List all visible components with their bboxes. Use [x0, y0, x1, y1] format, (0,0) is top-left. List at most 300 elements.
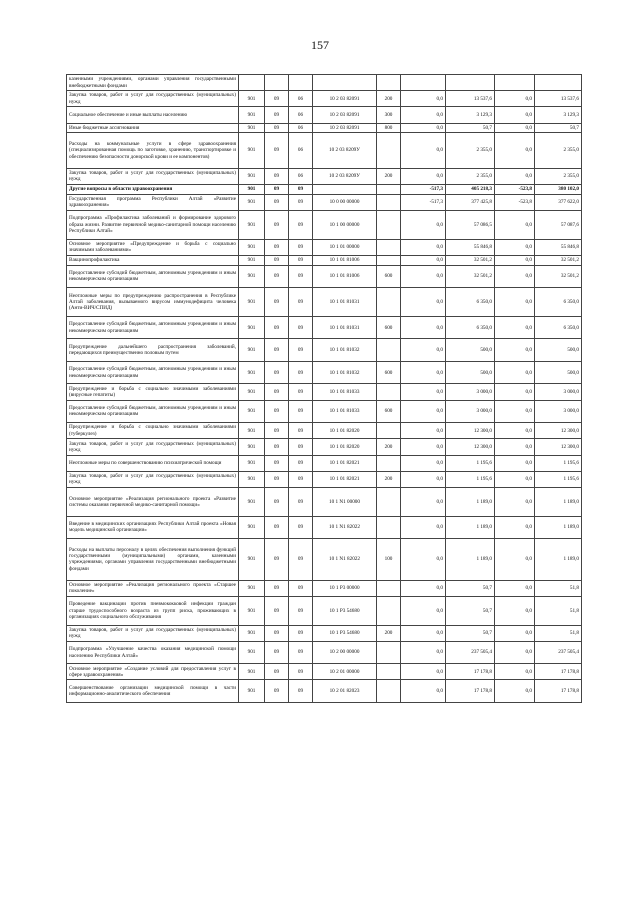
cell-ministry-code: 901 [239, 107, 265, 123]
cell-section-code: 09 [265, 168, 289, 184]
cell-target-article: 10 1 01 82021 [313, 471, 377, 487]
cell-subsection-code: 09 [289, 423, 313, 439]
cell-amount-total: 3 000,0 [446, 400, 495, 423]
cell-amount-total-2: 1 189,0 [535, 487, 582, 516]
cell-expense-type [377, 133, 401, 168]
table-row [67, 107, 582, 123]
cell-amount-total-2: 12 300,0 [535, 439, 582, 455]
cell-amount-total: 405 218,3 [446, 184, 495, 194]
cell-section-code: 09 [265, 471, 289, 487]
cell-amount-change-2: 0,0 [495, 680, 535, 703]
cell-target-article: 10 1 01 82021 [313, 455, 377, 471]
cell-name: Вакцинопрофилактика [67, 255, 239, 265]
cell-target-article: 10 1 01 81032 [313, 339, 377, 362]
cell-expense-type [377, 455, 401, 471]
cell-amount-change-2: 0,0 [495, 539, 535, 580]
cell-target-article [313, 184, 377, 194]
cell-section-code: 09 [265, 288, 289, 317]
cell-subsection-code: 09 [289, 339, 313, 362]
table-row [67, 339, 582, 362]
cell-amount-change-2: 0,0 [495, 641, 535, 664]
cell-amount-total: 6 350,0 [446, 316, 495, 339]
cell-ministry-code: 901 [239, 316, 265, 339]
cell-amount-change-2: 0,0 [495, 265, 535, 288]
table-row [67, 255, 582, 265]
cell-amount-change-2: 0,0 [495, 107, 535, 123]
cell-ministry-code: 901 [239, 455, 265, 471]
cell-ministry-code: 901 [239, 625, 265, 641]
cell-amount-change: 0,0 [401, 91, 446, 107]
cell-amount-change: 0,0 [401, 107, 446, 123]
cell-name: Проведение вакцинации против пневмококковой инфекции граждан старше трудоспособного возраста из групп риска, проживающих в организациях социального обслуживания [67, 596, 239, 625]
table-row [67, 123, 582, 133]
cell-target-article: 10 2 01 00000 [313, 664, 377, 680]
cell-expense-type [377, 288, 401, 317]
table-row [67, 91, 582, 107]
cell-name: Расходы на коммунальные услуги в сфере здравоохранения (специализированная помощь по заготовке, хранению, транспортировке и обеспечению безопасности донорской крови и ее компонентов) [67, 133, 239, 168]
cell-ministry-code: 901 [239, 91, 265, 107]
cell-amount-total: 17 178,8 [446, 664, 495, 680]
cell-section-code: 09 [265, 123, 289, 133]
cell-subsection-code: 09 [289, 516, 313, 539]
cell-target-article: 10 2 03 8209У [313, 133, 377, 168]
cell-amount-change-2: 0,0 [495, 439, 535, 455]
cell-amount-change: 0,0 [401, 133, 446, 168]
cell-name: Государственная программа Республики Алтай «Развитие здравоохранения» [67, 194, 239, 210]
cell-amount-total-2: 3 000,0 [535, 400, 582, 423]
cell-amount-total-2: 3 129,3 [535, 107, 582, 123]
cell-section-code: 09 [265, 194, 289, 210]
cell-expense-type [377, 516, 401, 539]
cell-expense-type [377, 641, 401, 664]
cell-amount-change-2: 0,0 [495, 239, 535, 255]
cell-amount-change-2: 0,0 [495, 339, 535, 362]
cell-expense-type [377, 339, 401, 362]
cell-target-article: 10 2 01 82023 [313, 680, 377, 703]
cell-section-code: 09 [265, 580, 289, 596]
cell-name: Закупка товаров, работ и услуг для государственных (муниципальных) нужд [67, 168, 239, 184]
cell-amount-change: 0,0 [401, 288, 446, 317]
table-row [67, 487, 582, 516]
table-row [67, 194, 582, 210]
cell-amount-total: 6 350,0 [446, 288, 495, 317]
cell-name: Основное мероприятие «Предупреждение и борьба с социально значимыми заболеваниями» [67, 239, 239, 255]
cell-amount-total: 55 846,8 [446, 239, 495, 255]
cell-expense-type [377, 423, 401, 439]
cell-amount-change-2: 0,0 [495, 384, 535, 400]
cell-target-article: 10 1 01 00000 [313, 239, 377, 255]
cell-amount-change: 0,0 [401, 471, 446, 487]
cell-section-code: 09 [265, 107, 289, 123]
cell-section-code: 09 [265, 239, 289, 255]
cell-section-code: 09 [265, 664, 289, 680]
cell-subsection-code: 09 [289, 384, 313, 400]
cell-amount-total-2: 237 505,4 [535, 641, 582, 664]
cell-name: казенными учреждениями, органами управления государственными внебюджетными фондами [67, 75, 239, 91]
cell-amount-total: 57 086,5 [446, 210, 495, 239]
cell-name: Введение в медицинских организациях Республики Алтай проекта «Новая модель медицинской организации» [67, 516, 239, 539]
cell-amount-change: 0,0 [401, 423, 446, 439]
cell-expense-type: 200 [377, 439, 401, 455]
cell-amount-change: 0,0 [401, 539, 446, 580]
cell-amount-change: 0,0 [401, 625, 446, 641]
cell-section-code: 09 [265, 316, 289, 339]
cell-ministry-code: 901 [239, 239, 265, 255]
cell-section-code: 09 [265, 255, 289, 265]
cell-amount-total-2: 377 622,0 [535, 194, 582, 210]
cell-ministry-code: 901 [239, 133, 265, 168]
cell-ministry-code [239, 75, 265, 91]
cell-amount-total: 1 189,0 [446, 539, 495, 580]
cell-expense-type [377, 255, 401, 265]
cell-amount-change-2: 0,0 [495, 133, 535, 168]
cell-expense-type [377, 664, 401, 680]
cell-section-code: 09 [265, 339, 289, 362]
cell-target-article: 10 1 N1 82022 [313, 516, 377, 539]
cell-target-article: 10 1 P3 00000 [313, 580, 377, 596]
cell-subsection-code: 09 [289, 184, 313, 194]
cell-amount-total-2 [535, 75, 582, 91]
cell-name: Предупреждение дальнейшего распространения заболеваний, передающихся преимущественно половым путем [67, 339, 239, 362]
cell-subsection-code [289, 75, 313, 91]
cell-name: Подпрограмма «Улучшение качества оказания медицинской помощи населению Республики Алтай» [67, 641, 239, 664]
cell-amount-change: 0,0 [401, 400, 446, 423]
cell-amount-change: 0,0 [401, 210, 446, 239]
cell-amount-total: 50,7 [446, 596, 495, 625]
cell-target-article: 10 1 P3 54680 [313, 596, 377, 625]
cell-target-article [313, 75, 377, 91]
cell-name: Предоставление субсидий бюджетным, автономным учреждениям и иным некоммерческим организациям [67, 361, 239, 384]
cell-ministry-code: 901 [239, 516, 265, 539]
cell-name: Закупка товаров, работ и услуг для государственных (муниципальных) нужд [67, 439, 239, 455]
table-row [67, 664, 582, 680]
cell-expense-type: 600 [377, 316, 401, 339]
cell-name: Закупка товаров, работ и услуг для государственных (муниципальных) нужд [67, 91, 239, 107]
cell-expense-type [377, 596, 401, 625]
cell-target-article: 10 1 01 81031 [313, 288, 377, 317]
cell-name: Иные бюджетные ассигнования [67, 123, 239, 133]
cell-subsection-code: 09 [289, 194, 313, 210]
cell-target-article: 10 1 01 81031 [313, 316, 377, 339]
cell-amount-change: 0,0 [401, 384, 446, 400]
cell-amount-change-2 [495, 75, 535, 91]
cell-amount-change-2: 0,0 [495, 487, 535, 516]
cell-amount-change-2: 0,0 [495, 625, 535, 641]
cell-expense-type [377, 580, 401, 596]
cell-section-code: 09 [265, 439, 289, 455]
cell-section-code: 09 [265, 455, 289, 471]
cell-amount-total: 1 189,0 [446, 516, 495, 539]
cell-ministry-code: 901 [239, 641, 265, 664]
cell-ministry-code: 901 [239, 439, 265, 455]
cell-amount-change: 0,0 [401, 255, 446, 265]
cell-amount-change: 0,0 [401, 487, 446, 516]
cell-section-code: 09 [265, 400, 289, 423]
table-row [67, 133, 582, 168]
cell-amount-total: 3 000,0 [446, 384, 495, 400]
cell-amount-total: 1 195,6 [446, 455, 495, 471]
table-row [67, 423, 582, 439]
cell-amount-change-2: 0,0 [495, 210, 535, 239]
cell-section-code: 09 [265, 91, 289, 107]
cell-subsection-code: 09 [289, 455, 313, 471]
cell-ministry-code: 901 [239, 123, 265, 133]
cell-name: Предоставление субсидий бюджетным, автономным учреждениям и иным некоммерческим организациям [67, 400, 239, 423]
cell-target-article: 10 2 03 82091 [313, 107, 377, 123]
table-row [67, 184, 582, 194]
cell-section-code: 09 [265, 361, 289, 384]
cell-ministry-code: 901 [239, 487, 265, 516]
cell-amount-total: 3 129,3 [446, 107, 495, 123]
cell-ministry-code: 901 [239, 361, 265, 384]
cell-ministry-code: 901 [239, 664, 265, 680]
cell-ministry-code: 901 [239, 184, 265, 194]
cell-name: Предупреждение и борьба с социально значимыми заболеваниями (вирусные гепатиты) [67, 384, 239, 400]
cell-amount-change: 0,0 [401, 680, 446, 703]
cell-section-code: 09 [265, 423, 289, 439]
cell-amount-total-2: 2 355,0 [535, 133, 582, 168]
cell-subsection-code: 06 [289, 91, 313, 107]
cell-name: Предоставление субсидий бюджетным, автономным учреждениям и иным некоммерческим организациям [67, 265, 239, 288]
cell-amount-total-2: 50,7 [535, 123, 582, 133]
cell-amount-total-2: 51,8 [535, 580, 582, 596]
cell-target-article: 10 1 N1 00000 [313, 487, 377, 516]
cell-subsection-code: 09 [289, 400, 313, 423]
cell-subsection-code: 09 [289, 239, 313, 255]
cell-expense-type: 600 [377, 361, 401, 384]
cell-amount-change: -517,3 [401, 184, 446, 194]
cell-amount-total-2: 51,8 [535, 596, 582, 625]
cell-amount-change-2: 0,0 [495, 361, 535, 384]
cell-amount-total-2: 51,8 [535, 625, 582, 641]
table-body [67, 75, 582, 703]
cell-amount-total-2: 57 087,6 [535, 210, 582, 239]
cell-subsection-code: 09 [289, 361, 313, 384]
cell-subsection-code: 09 [289, 641, 313, 664]
cell-amount-change: 0,0 [401, 455, 446, 471]
cell-ministry-code: 901 [239, 580, 265, 596]
cell-amount-change: 0,0 [401, 316, 446, 339]
cell-amount-change: 0,0 [401, 265, 446, 288]
cell-subsection-code: 09 [289, 255, 313, 265]
cell-name: Расходы на выплаты персоналу в целях обеспечения выполнения функций государственными (муниципальными) органами, казенными учреждениями, органами управления государственными внебюджетными фондами [67, 539, 239, 580]
cell-expense-type: 800 [377, 123, 401, 133]
cell-amount-change-2: 0,0 [495, 471, 535, 487]
table-row [67, 516, 582, 539]
cell-subsection-code: 09 [289, 471, 313, 487]
cell-amount-change: 0,0 [401, 596, 446, 625]
cell-amount-total: 500,0 [446, 339, 495, 362]
cell-amount-total-2: 13 537,6 [535, 91, 582, 107]
cell-ministry-code: 901 [239, 288, 265, 317]
table-row [67, 75, 582, 91]
cell-amount-total [446, 75, 495, 91]
cell-name: Социальное обеспечение и иные выплаты населению [67, 107, 239, 123]
table-row [67, 400, 582, 423]
cell-name: Закупка товаров, работ и услуг для государственных (муниципальных) нужд [67, 471, 239, 487]
cell-amount-change-2: 0,0 [495, 516, 535, 539]
cell-amount-change: 0,0 [401, 168, 446, 184]
cell-amount-total: 17 178,8 [446, 680, 495, 703]
cell-target-article: 10 1 N1 82022 [313, 539, 377, 580]
cell-expense-type [377, 75, 401, 91]
cell-target-article: 10 1 01 82020 [313, 439, 377, 455]
cell-expense-type [377, 184, 401, 194]
cell-amount-total-2: 500,0 [535, 361, 582, 384]
cell-subsection-code: 09 [289, 539, 313, 580]
cell-section-code: 09 [265, 487, 289, 516]
cell-ministry-code: 901 [239, 194, 265, 210]
cell-ministry-code: 901 [239, 384, 265, 400]
cell-name: Неотложные меры по совершенствованию психиатрической помощи [67, 455, 239, 471]
table-row [67, 539, 582, 580]
cell-target-article: 10 1 00 00000 [313, 210, 377, 239]
cell-amount-change-2: 0,0 [495, 288, 535, 317]
cell-target-article: 10 1 01 81033 [313, 384, 377, 400]
cell-amount-change-2: 0,0 [495, 423, 535, 439]
cell-amount-change: 0,0 [401, 664, 446, 680]
cell-amount-total-2: 1 195,6 [535, 471, 582, 487]
cell-amount-change: 0,0 [401, 239, 446, 255]
page-number: 157 [311, 38, 329, 52]
table-row [67, 471, 582, 487]
cell-ministry-code: 901 [239, 210, 265, 239]
cell-amount-total-2: 1 189,0 [535, 539, 582, 580]
cell-amount-total-2: 17 178,8 [535, 664, 582, 680]
cell-amount-total: 12 300,0 [446, 423, 495, 439]
cell-name: Неотложные меры по предупреждению распространения в Республике Алтай заболевания, вызываемого вирусом иммунодефицита человека (Анти-ВИЧ/СПИД) [67, 288, 239, 317]
cell-target-article: 10 2 03 82091 [313, 91, 377, 107]
cell-expense-type [377, 487, 401, 516]
cell-amount-total-2: 12 300,0 [535, 423, 582, 439]
cell-ministry-code: 901 [239, 168, 265, 184]
cell-section-code: 09 [265, 680, 289, 703]
cell-amount-total: 12 300,0 [446, 439, 495, 455]
cell-section-code: 09 [265, 133, 289, 168]
budget-table [66, 74, 582, 703]
cell-section-code: 09 [265, 539, 289, 580]
cell-amount-total-2: 500,0 [535, 339, 582, 362]
cell-name: Другие вопросы в области здравоохранения [67, 184, 239, 194]
cell-subsection-code: 09 [289, 596, 313, 625]
table-row [67, 580, 582, 596]
cell-target-article: 10 1 01 81033 [313, 400, 377, 423]
cell-amount-change: 0,0 [401, 339, 446, 362]
cell-subsection-code: 09 [289, 265, 313, 288]
cell-amount-change-2: 0,0 [495, 316, 535, 339]
cell-subsection-code: 06 [289, 107, 313, 123]
cell-expense-type: 200 [377, 168, 401, 184]
cell-ministry-code: 901 [239, 680, 265, 703]
cell-amount-total: 2 355,0 [446, 168, 495, 184]
cell-amount-change: 0,0 [401, 516, 446, 539]
cell-amount-total: 1 195,6 [446, 471, 495, 487]
cell-subsection-code: 09 [289, 288, 313, 317]
cell-amount-change: 0,0 [401, 123, 446, 133]
cell-ministry-code: 901 [239, 339, 265, 362]
cell-amount-total: 2 355,0 [446, 133, 495, 168]
cell-amount-total-2: 55 846,8 [535, 239, 582, 255]
table-row [67, 641, 582, 664]
cell-expense-type [377, 239, 401, 255]
cell-name: Предупреждение и борьба с социально значимыми заболеваниями (туберкулез) [67, 423, 239, 439]
cell-amount-change-2: 0,0 [495, 91, 535, 107]
cell-amount-change-2: 0,0 [495, 455, 535, 471]
cell-name: Основное мероприятие «Реализация регионального проекта «Старшее поколение» [67, 580, 239, 596]
cell-expense-type [377, 384, 401, 400]
table-row [67, 239, 582, 255]
cell-ministry-code: 901 [239, 265, 265, 288]
cell-target-article: 10 2 00 00000 [313, 641, 377, 664]
cell-section-code: 09 [265, 625, 289, 641]
cell-amount-total-2: 17 178,8 [535, 680, 582, 703]
cell-section-code: 09 [265, 641, 289, 664]
cell-amount-total-2: 1 189,0 [535, 516, 582, 539]
table-row [67, 361, 582, 384]
cell-amount-change: 0,0 [401, 641, 446, 664]
cell-amount-change: -517,3 [401, 194, 446, 210]
cell-expense-type [377, 210, 401, 239]
cell-amount-change-2: 0,0 [495, 255, 535, 265]
cell-subsection-code: 09 [289, 316, 313, 339]
cell-amount-change-2: 0,0 [495, 664, 535, 680]
cell-amount-total: 500,0 [446, 361, 495, 384]
cell-amount-total-2: 3 000,0 [535, 384, 582, 400]
cell-amount-change-2: 0,0 [495, 123, 535, 133]
cell-ministry-code: 901 [239, 423, 265, 439]
cell-amount-change: 0,0 [401, 439, 446, 455]
cell-subsection-code: 06 [289, 133, 313, 168]
cell-ministry-code: 901 [239, 539, 265, 580]
cell-amount-total-2: 32 501,2 [535, 255, 582, 265]
cell-name: Совершенствование организации медицинской помощи в части информационно-аналитического обеспечения [67, 680, 239, 703]
cell-amount-total: 13 537,6 [446, 91, 495, 107]
cell-name: Основное мероприятие «Реализация регионального проекта «Развитие системы оказания первичной медико-санитарной помощи» [67, 487, 239, 516]
cell-amount-change [401, 75, 446, 91]
table-row [67, 210, 582, 239]
cell-amount-total: 1 189,0 [446, 487, 495, 516]
cell-ministry-code: 901 [239, 255, 265, 265]
cell-amount-total: 50,7 [446, 123, 495, 133]
cell-amount-change-2: 0,0 [495, 168, 535, 184]
cell-section-code: 09 [265, 265, 289, 288]
cell-name: Закупка товаров, работ и услуг для государственных (муниципальных) нужд [67, 625, 239, 641]
cell-amount-total-2: 2 355,0 [535, 168, 582, 184]
cell-ministry-code: 901 [239, 596, 265, 625]
cell-subsection-code: 09 [289, 487, 313, 516]
cell-target-article: 10 2 03 8209У [313, 168, 377, 184]
cell-target-article: 10 1 01 81006 [313, 265, 377, 288]
cell-amount-total-2: 1 195,6 [535, 455, 582, 471]
table-row [67, 439, 582, 455]
cell-name: Предоставление субсидий бюджетным, автономным учреждениям и иным некоммерческим организациям [67, 316, 239, 339]
cell-amount-total: 377 425,8 [446, 194, 495, 210]
table-row [67, 384, 582, 400]
cell-expense-type [377, 194, 401, 210]
cell-amount-change: 0,0 [401, 361, 446, 384]
cell-amount-change-2: 0,0 [495, 596, 535, 625]
cell-amount-change-2: -523,8 [495, 184, 535, 194]
cell-subsection-code: 09 [289, 580, 313, 596]
cell-expense-type: 600 [377, 400, 401, 423]
cell-amount-total-2: 6 350,0 [535, 316, 582, 339]
cell-expense-type: 300 [377, 107, 401, 123]
cell-target-article: 10 1 01 82020 [313, 423, 377, 439]
table-row [67, 265, 582, 288]
cell-target-article: 10 2 03 82091 [313, 123, 377, 133]
cell-ministry-code: 901 [239, 471, 265, 487]
cell-amount-change-2: -523,8 [495, 194, 535, 210]
